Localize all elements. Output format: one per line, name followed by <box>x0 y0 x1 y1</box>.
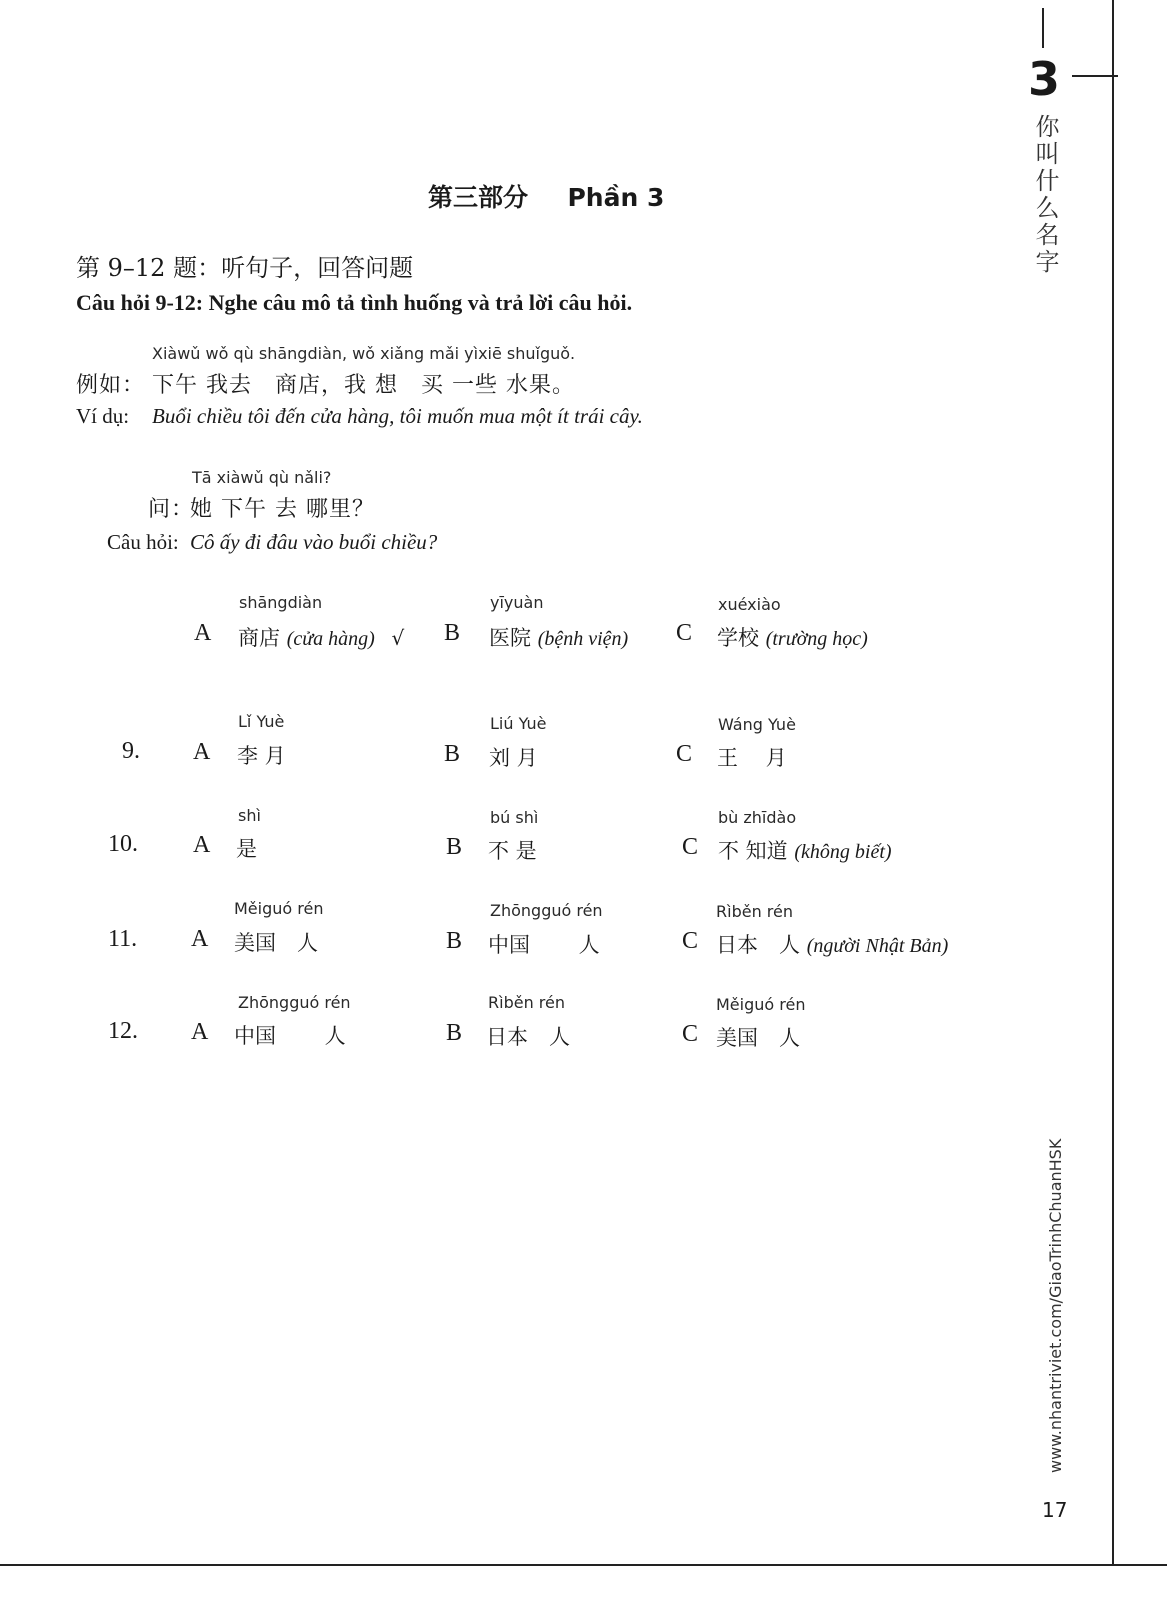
q10-b-pinyin: bú shì <box>490 808 539 827</box>
q11-a-pinyin: Měiguó rén <box>234 899 324 918</box>
q9-c-zh: 王 月 <box>717 746 787 770</box>
example-option-b-zh: 医院 <box>489 626 531 650</box>
example-option-c-letter: C <box>676 620 693 646</box>
q11-a-zh: 美国 人 <box>234 931 318 955</box>
q11-c-letter: C <box>682 928 699 954</box>
instruction-zh: 第 9–12 题：听句子，回答问题 <box>76 254 414 282</box>
question-vi: Cô ấy đi đâu vào buổi chiều? <box>190 530 438 554</box>
example-option-a-letter: A <box>194 620 212 646</box>
q11-c-zh: 日本 人 <box>716 933 800 957</box>
page-edge-rule <box>1112 0 1114 1565</box>
q9-b-pinyin: Liú Yuè <box>490 714 547 733</box>
q12-b-zh: 日本 人 <box>486 1025 570 1049</box>
section-title-zh: 第三部分 <box>428 183 529 212</box>
sidebar-top-rule <box>1042 8 1044 48</box>
chapter-number: 3 <box>1028 52 1061 106</box>
question-label-vi: Câu hỏi: <box>107 530 179 554</box>
example-option-c-zh: 学校 <box>717 626 759 650</box>
q11-a-letter: A <box>191 926 209 952</box>
q10-c <box>718 835 892 865</box>
q12-b-pinyin: Rìběn rén <box>488 993 565 1012</box>
chapter-title: 你叫什么名字 <box>1031 114 1059 276</box>
q12-c-zh: 美国 人 <box>716 1026 800 1050</box>
page-number: 17 <box>1042 1498 1068 1522</box>
q10-c-note: (không biết) <box>794 841 892 863</box>
example-option-a-pinyin: shāngdiàn <box>239 593 323 612</box>
question-10-number: 10. <box>108 831 138 857</box>
q9-a-zh: 李 月 <box>237 744 286 768</box>
example-option-b <box>489 622 628 652</box>
question-zh: 她 下午 去 哪里？ <box>190 497 375 522</box>
question-11-number: 11. <box>108 926 138 952</box>
checkmark-icon: √ <box>391 626 405 650</box>
q10-c-zh: 不 知道 <box>718 839 788 863</box>
example-label-zh: 例如： <box>76 373 146 398</box>
page-bottom-rule <box>0 1564 1167 1566</box>
q10-c-pinyin: bù zhīdào <box>718 808 797 827</box>
q12-a-pinyin: Zhōngguó rén <box>238 993 351 1012</box>
q11-c-pinyin: Rìběn rén <box>716 902 793 921</box>
example-label-vi: Ví dụ: <box>76 404 130 428</box>
q10-b-letter: B <box>446 834 463 860</box>
q11-b-pinyin: Zhōngguó rén <box>490 901 603 920</box>
q11-b-zh: 中国 人 <box>488 933 600 957</box>
question-9-number: 9. <box>122 738 140 764</box>
question-label-zh: 问： <box>148 497 195 522</box>
q9-c-letter: C <box>676 741 693 767</box>
example-option-c-pinyin: xuéxiào <box>718 595 781 614</box>
example-option-a-zh: 商店 <box>238 626 280 650</box>
question-12-number: 12. <box>108 1018 138 1044</box>
example-sentence-vi: Buổi chiều tôi đến cửa hàng, tôi muốn mua một ít trái cây. <box>152 404 643 428</box>
q10-c-letter: C <box>682 834 699 860</box>
q10-a-pinyin: shì <box>238 806 261 825</box>
question-pinyin: Tā xiàwǔ qù nǎli? <box>192 468 332 487</box>
example-pinyin: Xiàwǔ wǒ qù shāngdiàn, wǒ xiǎng mǎi yìxiē shuǐguǒ. <box>152 344 576 363</box>
q9-b-letter: B <box>444 741 461 767</box>
example-option-c <box>717 622 868 652</box>
example-option-a <box>238 622 404 652</box>
q10-a-letter: A <box>193 832 211 858</box>
q9-c-pinyin: Wáng Yuè <box>718 715 796 734</box>
example-option-b-pinyin: yīyuàn <box>490 593 544 612</box>
q9-a-pinyin: Lǐ Yuè <box>238 712 285 731</box>
example-option-c-note: (trường học) <box>765 628 868 650</box>
q11-b-letter: B <box>446 928 463 954</box>
q10-b-zh: 不 是 <box>488 839 537 863</box>
q10-a-zh: 是 <box>236 837 257 861</box>
instruction-vi: Câu hỏi 9-12: Nghe câu mô tả tình huống và trả lời câu hỏi. <box>76 290 633 315</box>
q12-c-pinyin: Měiguó rén <box>716 995 806 1014</box>
example-sentence-zh: 下午 我去 商店，我 想 买 一些 水果。 <box>152 373 575 398</box>
q12-b-letter: B <box>446 1020 463 1046</box>
q11-c-note: (người Nhật Bản) <box>806 935 949 957</box>
publisher-url: www.nhantriviet.com/GiaoTrinhChuanHSK <box>1046 1138 1065 1473</box>
section-title-vi: Phần 3 <box>567 183 665 212</box>
example-option-b-letter: B <box>444 620 461 646</box>
example-option-a-note: (cửa hàng) <box>286 628 375 650</box>
q11-c <box>716 929 948 959</box>
q12-a-zh: 中国 人 <box>234 1024 346 1048</box>
example-option-b-note: (bệnh viện) <box>537 628 629 650</box>
q12-a-letter: A <box>191 1019 209 1045</box>
q9-b-zh: 刘 月 <box>489 746 538 770</box>
q12-c-letter: C <box>682 1021 699 1047</box>
section-title <box>428 178 664 214</box>
q9-a-letter: A <box>193 739 211 765</box>
